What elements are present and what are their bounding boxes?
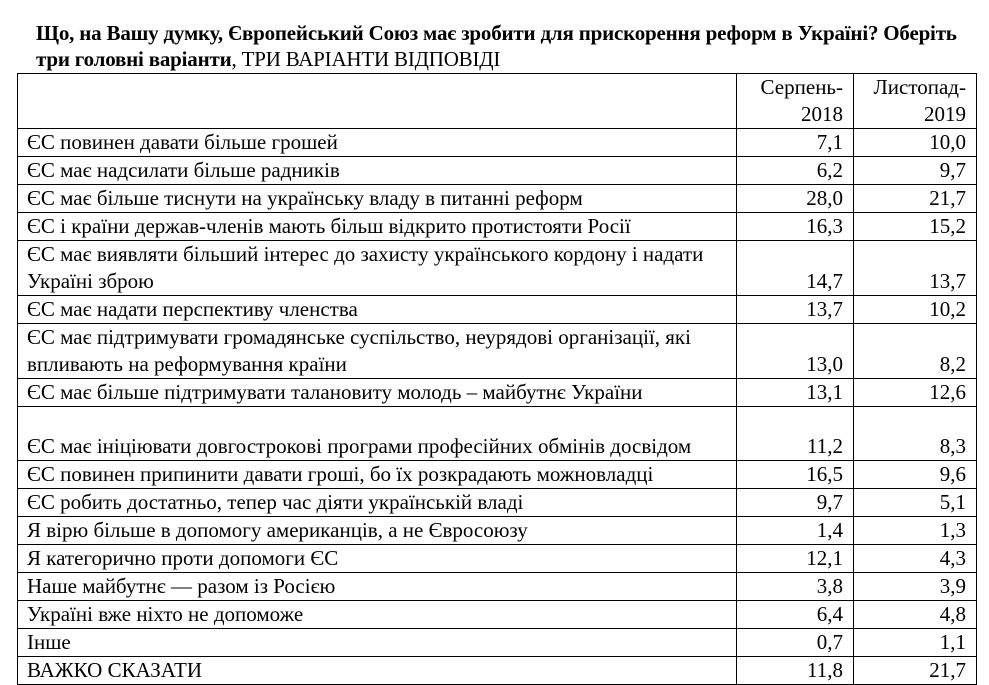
value-aug-2018: 13,0 (737, 324, 854, 379)
value-aug-2018: 11,2 (737, 407, 854, 461)
value-aug-2018: 6,4 (737, 601, 854, 629)
table-row (18, 407, 977, 461)
header-nov-2019: Листопад- 2019 (854, 74, 977, 129)
value-nov-2019: 9,6 (854, 461, 977, 489)
table-body (18, 129, 977, 685)
value-nov-2019: 3,9 (854, 573, 977, 601)
table-row (18, 489, 977, 517)
row-label: ЄС має ініціювати довгострокові програми професійних обмінів досвідом (18, 407, 737, 461)
value-aug-2018: 16,3 (737, 213, 854, 241)
table-row (18, 573, 977, 601)
value-nov-2019: 4,8 (854, 601, 977, 629)
row-label: ЄС повинен припинити давати гроші, бо їх розкрадають можновладці (18, 461, 737, 489)
value-aug-2018: 1,4 (737, 517, 854, 545)
table-row (18, 545, 977, 573)
row-label: ЄС має більше підтримувати талановиту молодь – майбутнє України (18, 379, 737, 407)
value-aug-2018: 0,7 (737, 629, 854, 657)
table-row (18, 379, 977, 407)
row-label: ЄС має більше тиснути на українську владу в питанні реформ (18, 185, 737, 213)
value-aug-2018: 14,7 (737, 241, 854, 296)
row-label: ЄС повинен давати більше грошей (18, 129, 737, 157)
row-label: ЄС і країни держав-членів мають більш відкрито протистояти Росії (18, 213, 737, 241)
value-nov-2019: 15,2 (854, 213, 977, 241)
header-aug-2018: Серпень- 2018 (737, 74, 854, 129)
row-label: ВАЖКО СКАЗАТИ (18, 657, 737, 685)
question-text: Що, на Вашу думку, Європейський Союз має зробити для прискорення реформ в Україні? Оберіть три головні варіанти (36, 21, 957, 71)
row-label: Я вірю більше в допомогу американців, а не Євросоюзу (18, 517, 737, 545)
value-nov-2019: 1,1 (854, 629, 977, 657)
value-aug-2018: 13,7 (737, 296, 854, 324)
question-instruction: , ТРИ ВАРІАНТИ ВІДПОВІДІ (231, 47, 501, 71)
value-nov-2019: 21,7 (854, 185, 977, 213)
value-aug-2018: 16,5 (737, 461, 854, 489)
row-label: Я категорично проти допомоги ЄС (18, 545, 737, 573)
row-label: ЄС має виявляти більший інтерес до захисту українського кордону і надати Україні зброю (18, 241, 737, 296)
table-row (18, 213, 977, 241)
row-label: ЄС має підтримувати громадянське суспільство, неурядові організації, які впливають на реформування країни (18, 324, 737, 379)
value-aug-2018: 3,8 (737, 573, 854, 601)
table-row (18, 324, 977, 379)
value-nov-2019: 9,7 (854, 157, 977, 185)
table-row (18, 185, 977, 213)
value-aug-2018: 11,8 (737, 657, 854, 685)
value-aug-2018: 9,7 (737, 489, 854, 517)
value-nov-2019: 21,7 (854, 657, 977, 685)
value-nov-2019: 8,3 (854, 407, 977, 461)
value-nov-2019: 12,6 (854, 379, 977, 407)
table-row (18, 629, 977, 657)
value-aug-2018: 13,1 (737, 379, 854, 407)
table-row (18, 241, 977, 296)
header-empty-cell (18, 74, 737, 129)
value-aug-2018: 28,0 (737, 185, 854, 213)
value-nov-2019: 8,2 (854, 324, 977, 379)
table-row (18, 517, 977, 545)
row-label: Україні вже ніхто не допоможе (18, 601, 737, 629)
table-row (18, 129, 977, 157)
value-nov-2019: 10,0 (854, 129, 977, 157)
value-aug-2018: 12,1 (737, 545, 854, 573)
survey-results-table (17, 73, 977, 685)
table-row (18, 657, 977, 685)
table-header-row (18, 74, 977, 129)
value-nov-2019: 1,3 (854, 517, 977, 545)
row-label: Наше майбутнє — разом із Росією (18, 573, 737, 601)
row-label: Інше (18, 629, 737, 657)
value-nov-2019: 5,1 (854, 489, 977, 517)
value-aug-2018: 7,1 (737, 129, 854, 157)
table-row (18, 296, 977, 324)
row-label: ЄС має надати перспективу членства (18, 296, 737, 324)
value-aug-2018: 6,2 (737, 157, 854, 185)
table-row (18, 601, 977, 629)
row-label: ЄС робить достатньо, тепер час діяти українській владі (18, 489, 737, 517)
table-row (18, 461, 977, 489)
value-nov-2019: 13,7 (854, 241, 977, 296)
value-nov-2019: 4,3 (854, 545, 977, 573)
table-row (18, 157, 977, 185)
row-label: ЄС має надсилати більше радників (18, 157, 737, 185)
survey-question (36, 20, 966, 72)
value-nov-2019: 10,2 (854, 296, 977, 324)
